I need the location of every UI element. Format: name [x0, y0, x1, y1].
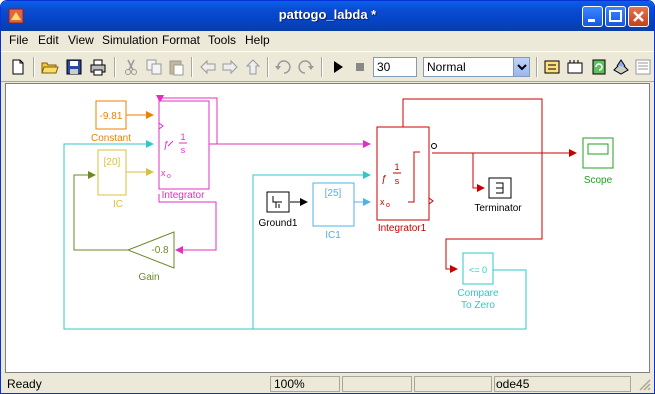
- up-icon[interactable]: [244, 58, 262, 76]
- menu-bar: [1, 31, 654, 50]
- minimize-button[interactable]: [582, 6, 603, 27]
- window-title: pattogo_labda *: [278, 7, 377, 22]
- close-button[interactable]: [628, 6, 649, 27]
- menu-help[interactable]: Help: [245, 33, 270, 47]
- menu-edit[interactable]: Edit: [38, 33, 59, 47]
- toolbar-separator: [191, 57, 193, 77]
- undo-icon[interactable]: [274, 58, 292, 76]
- gain-value: -0.8: [151, 245, 169, 256]
- toolbar-separator: [114, 57, 116, 77]
- ic1-block[interactable]: [313, 183, 354, 241]
- constant-label: Constant: [90, 133, 132, 144]
- model-canvas[interactable]: [5, 83, 650, 373]
- compare-to-zero-block[interactable]: [457, 253, 499, 311]
- toolbar-separator: [33, 57, 35, 77]
- paste-icon[interactable]: [167, 58, 185, 76]
- gain-block[interactable]: [128, 232, 174, 283]
- maximize-icon: [606, 7, 625, 26]
- ic-label: IC: [113, 199, 123, 210]
- open-folder-icon[interactable]: [41, 58, 59, 76]
- integrator1-numerator: 1: [394, 162, 400, 172]
- start-simulation-icon[interactable]: [329, 58, 347, 76]
- integrator1-block[interactable]: [377, 127, 437, 234]
- menu-file[interactable]: File: [9, 33, 29, 47]
- integrator-numerator: 1: [180, 132, 186, 142]
- integrator1-label: Integrator1: [377, 223, 427, 234]
- simulation-mode-select[interactable]: [423, 57, 530, 77]
- svg-text:ƒ: ƒ: [381, 174, 387, 185]
- status-bar: [1, 374, 654, 394]
- status-zoom: 100%: [274, 377, 305, 391]
- integrator-x0-subscript: o: [167, 173, 171, 180]
- stop-time-field[interactable]: 30: [373, 57, 417, 77]
- integrator-denominator: s: [180, 145, 186, 155]
- terminator-block[interactable]: [474, 178, 522, 214]
- ic1-value: [25]: [324, 188, 342, 199]
- maximize-button[interactable]: [605, 6, 626, 27]
- build-icon[interactable]: [566, 58, 584, 76]
- integrator-x0-port: x: [161, 168, 166, 178]
- scope-label: Scope: [583, 175, 613, 186]
- integrator-label: Integrator: [161, 190, 205, 201]
- status-solver-pane: [494, 376, 631, 392]
- integrator-block[interactable]: [159, 101, 209, 201]
- constant-value: -9.81: [99, 111, 123, 122]
- simulation-mode-value: Normal: [427, 60, 466, 74]
- close-icon: [629, 7, 648, 26]
- ground-label: Ground1: [258, 218, 298, 229]
- compare-label-line2: To Zero: [461, 300, 495, 311]
- save-icon[interactable]: [65, 58, 83, 76]
- status-zoom-pane: [270, 376, 340, 392]
- cut-icon[interactable]: [122, 58, 140, 76]
- new-model-icon[interactable]: [9, 58, 27, 76]
- gain-label: Gain: [138, 272, 160, 283]
- ic-block[interactable]: [98, 150, 126, 210]
- forward-icon[interactable]: [221, 58, 239, 76]
- compare-value: <= 0: [468, 265, 488, 275]
- toolbar-separator: [267, 57, 269, 77]
- scope-block[interactable]: [583, 138, 613, 186]
- integrator1-x0-port: x: [380, 197, 385, 207]
- menu-tools[interactable]: Tools: [208, 33, 237, 47]
- integrator1-denominator: s: [394, 176, 400, 186]
- menu-format[interactable]: Format: [162, 33, 201, 47]
- model-explorer-icon[interactable]: [634, 58, 652, 76]
- dropdown-arrow[interactable]: [513, 58, 529, 76]
- toolbar-separator: [536, 57, 538, 77]
- chevron-down-icon: [514, 58, 529, 76]
- block-diagram[interactable]: [6, 84, 649, 372]
- redo-icon[interactable]: [297, 58, 315, 76]
- menu-view[interactable]: View: [68, 33, 94, 47]
- integrator1-x0-subscript: o: [386, 202, 390, 209]
- ic1-label: IC1: [325, 230, 341, 241]
- status-pane: [414, 376, 492, 392]
- refresh-icon[interactable]: [590, 58, 608, 76]
- back-icon[interactable]: [199, 58, 217, 76]
- svg-text:ƒ: ƒ: [163, 140, 169, 151]
- library-browser-icon[interactable]: [612, 58, 630, 76]
- constant-block[interactable]: [91, 101, 131, 144]
- terminator-label: Terminator: [474, 203, 522, 214]
- toolbar-separator: [321, 57, 323, 77]
- ground-block[interactable]: [259, 192, 298, 229]
- status-pane: [342, 376, 412, 392]
- update-diagram-icon[interactable]: [543, 58, 561, 76]
- status-solver: ode45: [496, 377, 530, 391]
- menu-simulation[interactable]: Simulation: [102, 33, 159, 47]
- ic-value: [20]: [103, 157, 121, 168]
- toolbar: [1, 51, 654, 82]
- compare-label-line1: Compare: [457, 288, 499, 299]
- stop-simulation-icon[interactable]: [351, 58, 369, 76]
- signal-integrator1-to-terminator[interactable]: [473, 153, 484, 188]
- minimize-icon: [583, 7, 602, 26]
- title-bar[interactable]: [1, 1, 654, 31]
- copy-icon[interactable]: [145, 58, 163, 76]
- resize-grip-icon[interactable]: [638, 378, 652, 392]
- print-icon[interactable]: [89, 58, 107, 76]
- status-state: Ready: [7, 377, 42, 391]
